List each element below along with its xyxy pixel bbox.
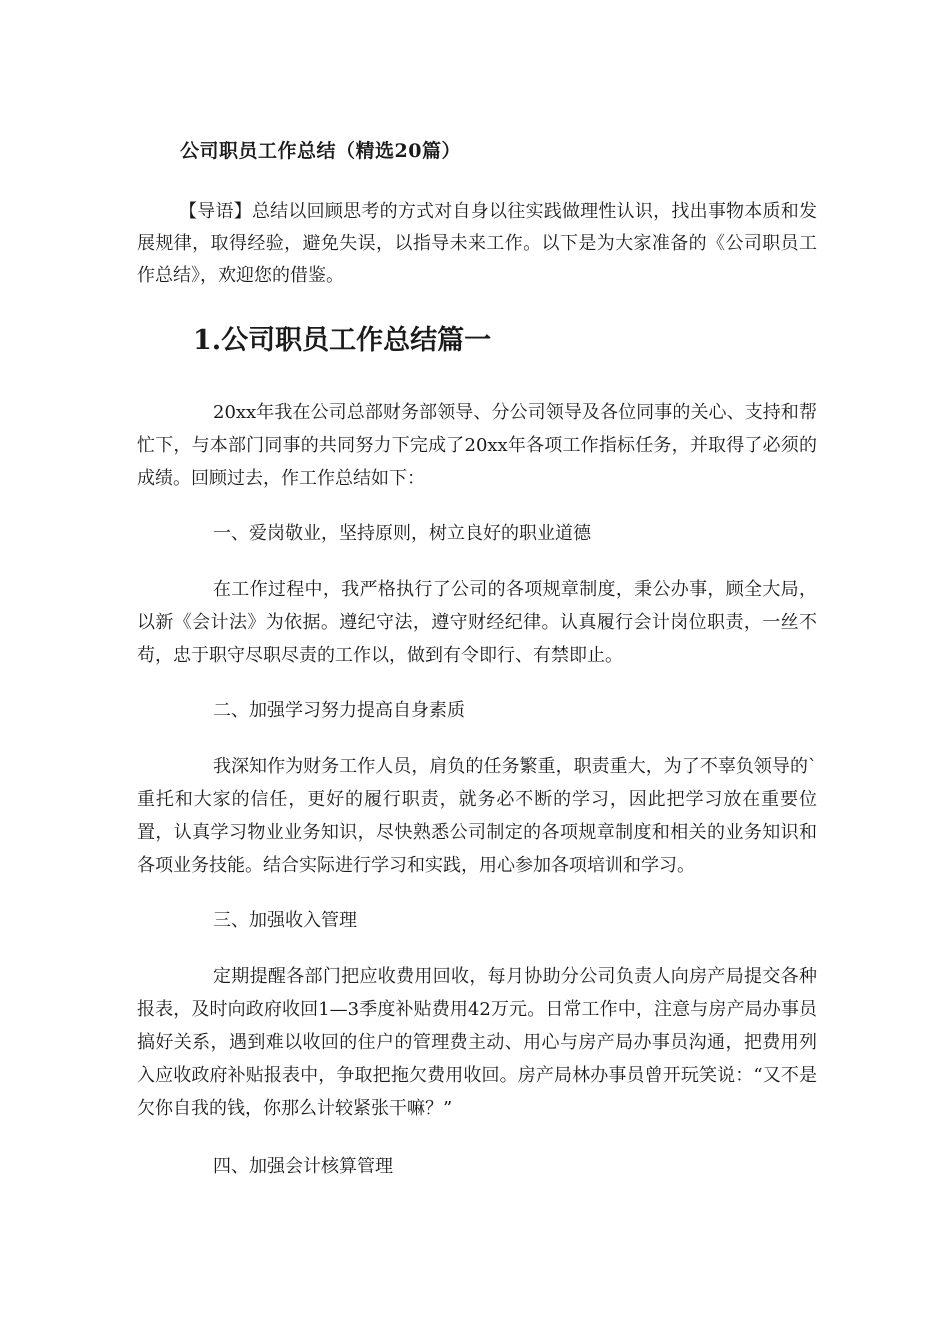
intro-paragraph: 【导语】总结以回顾思考的方式对自身以往实践做理性认识，找出事物本质和发展规律，取得经验，避免失误，以指导未来工作。以下是为大家准备的《公司职员工作总结》，欢迎您的借鉴。 xyxy=(137,201,817,286)
subheading-4: 四、加强会计核算管理 xyxy=(213,1156,393,1177)
paragraph-opening: 20xx年我在公司总部财务部领导、分公司领导及各位同事的关心、支持和帮忙下，与本部门同事的共同努力下完成了20xx年各项工作指标任务，并取得了必须的成绩。回顾过去，作工作总结如下： xyxy=(137,402,817,489)
section-heading: 1.公司职员工作总结篇一 xyxy=(193,325,492,356)
document-title: 公司职员工作总结（精选20篇） xyxy=(180,140,461,162)
subheading-1: 一、爱岗敬业，坚持原则，树立良好的职业道德 xyxy=(213,523,591,544)
paragraph-income: 定期提醒各部门把应收费用回收，每月协助分公司负责人向房产局提交各种报表，及时向政府收回1—3季度补贴费用42万元。日常工作中，注意与房产局办事员搞好关系，遇到难以收回的住户的管理费主动、用心与房产局办事员沟通，把费用列入应收政府补贴报表中，争取把拖欠费用收回。房产局林办事员曾开玩笑说：“又不是欠你自我的钱，你那么计较紧张干嘛？” xyxy=(137,966,817,1119)
subheading-2: 二、加强学习努力提高自身素质 xyxy=(213,700,465,721)
paragraph-work-process: 在工作过程中，我严格执行了公司的各项规章制度，秉公办事，顾全大局，以新《会计法》为依据。遵纪守法，遵守财经纪律。认真履行会计岗位职责，一丝不苟，忠于职守尽职尽责的工作以，做到有令即行、有禁即止。 xyxy=(137,579,817,666)
paragraph-learning: 我深知作为财务工作人员，肩负的任务繁重，职责重大，为了不辜负领导的`重托和大家的信任，更好的履行职责，就务必不断的学习，因此把学习放在重要位置，认真学习物业业务知识，尽快熟悉公司制定的各项规章制度和相关的业务知识和各项业务技能。结合实际进行学习和实践，用心参加各项培训和学习。 xyxy=(137,756,817,876)
subheading-3: 三、加强收入管理 xyxy=(213,910,357,931)
